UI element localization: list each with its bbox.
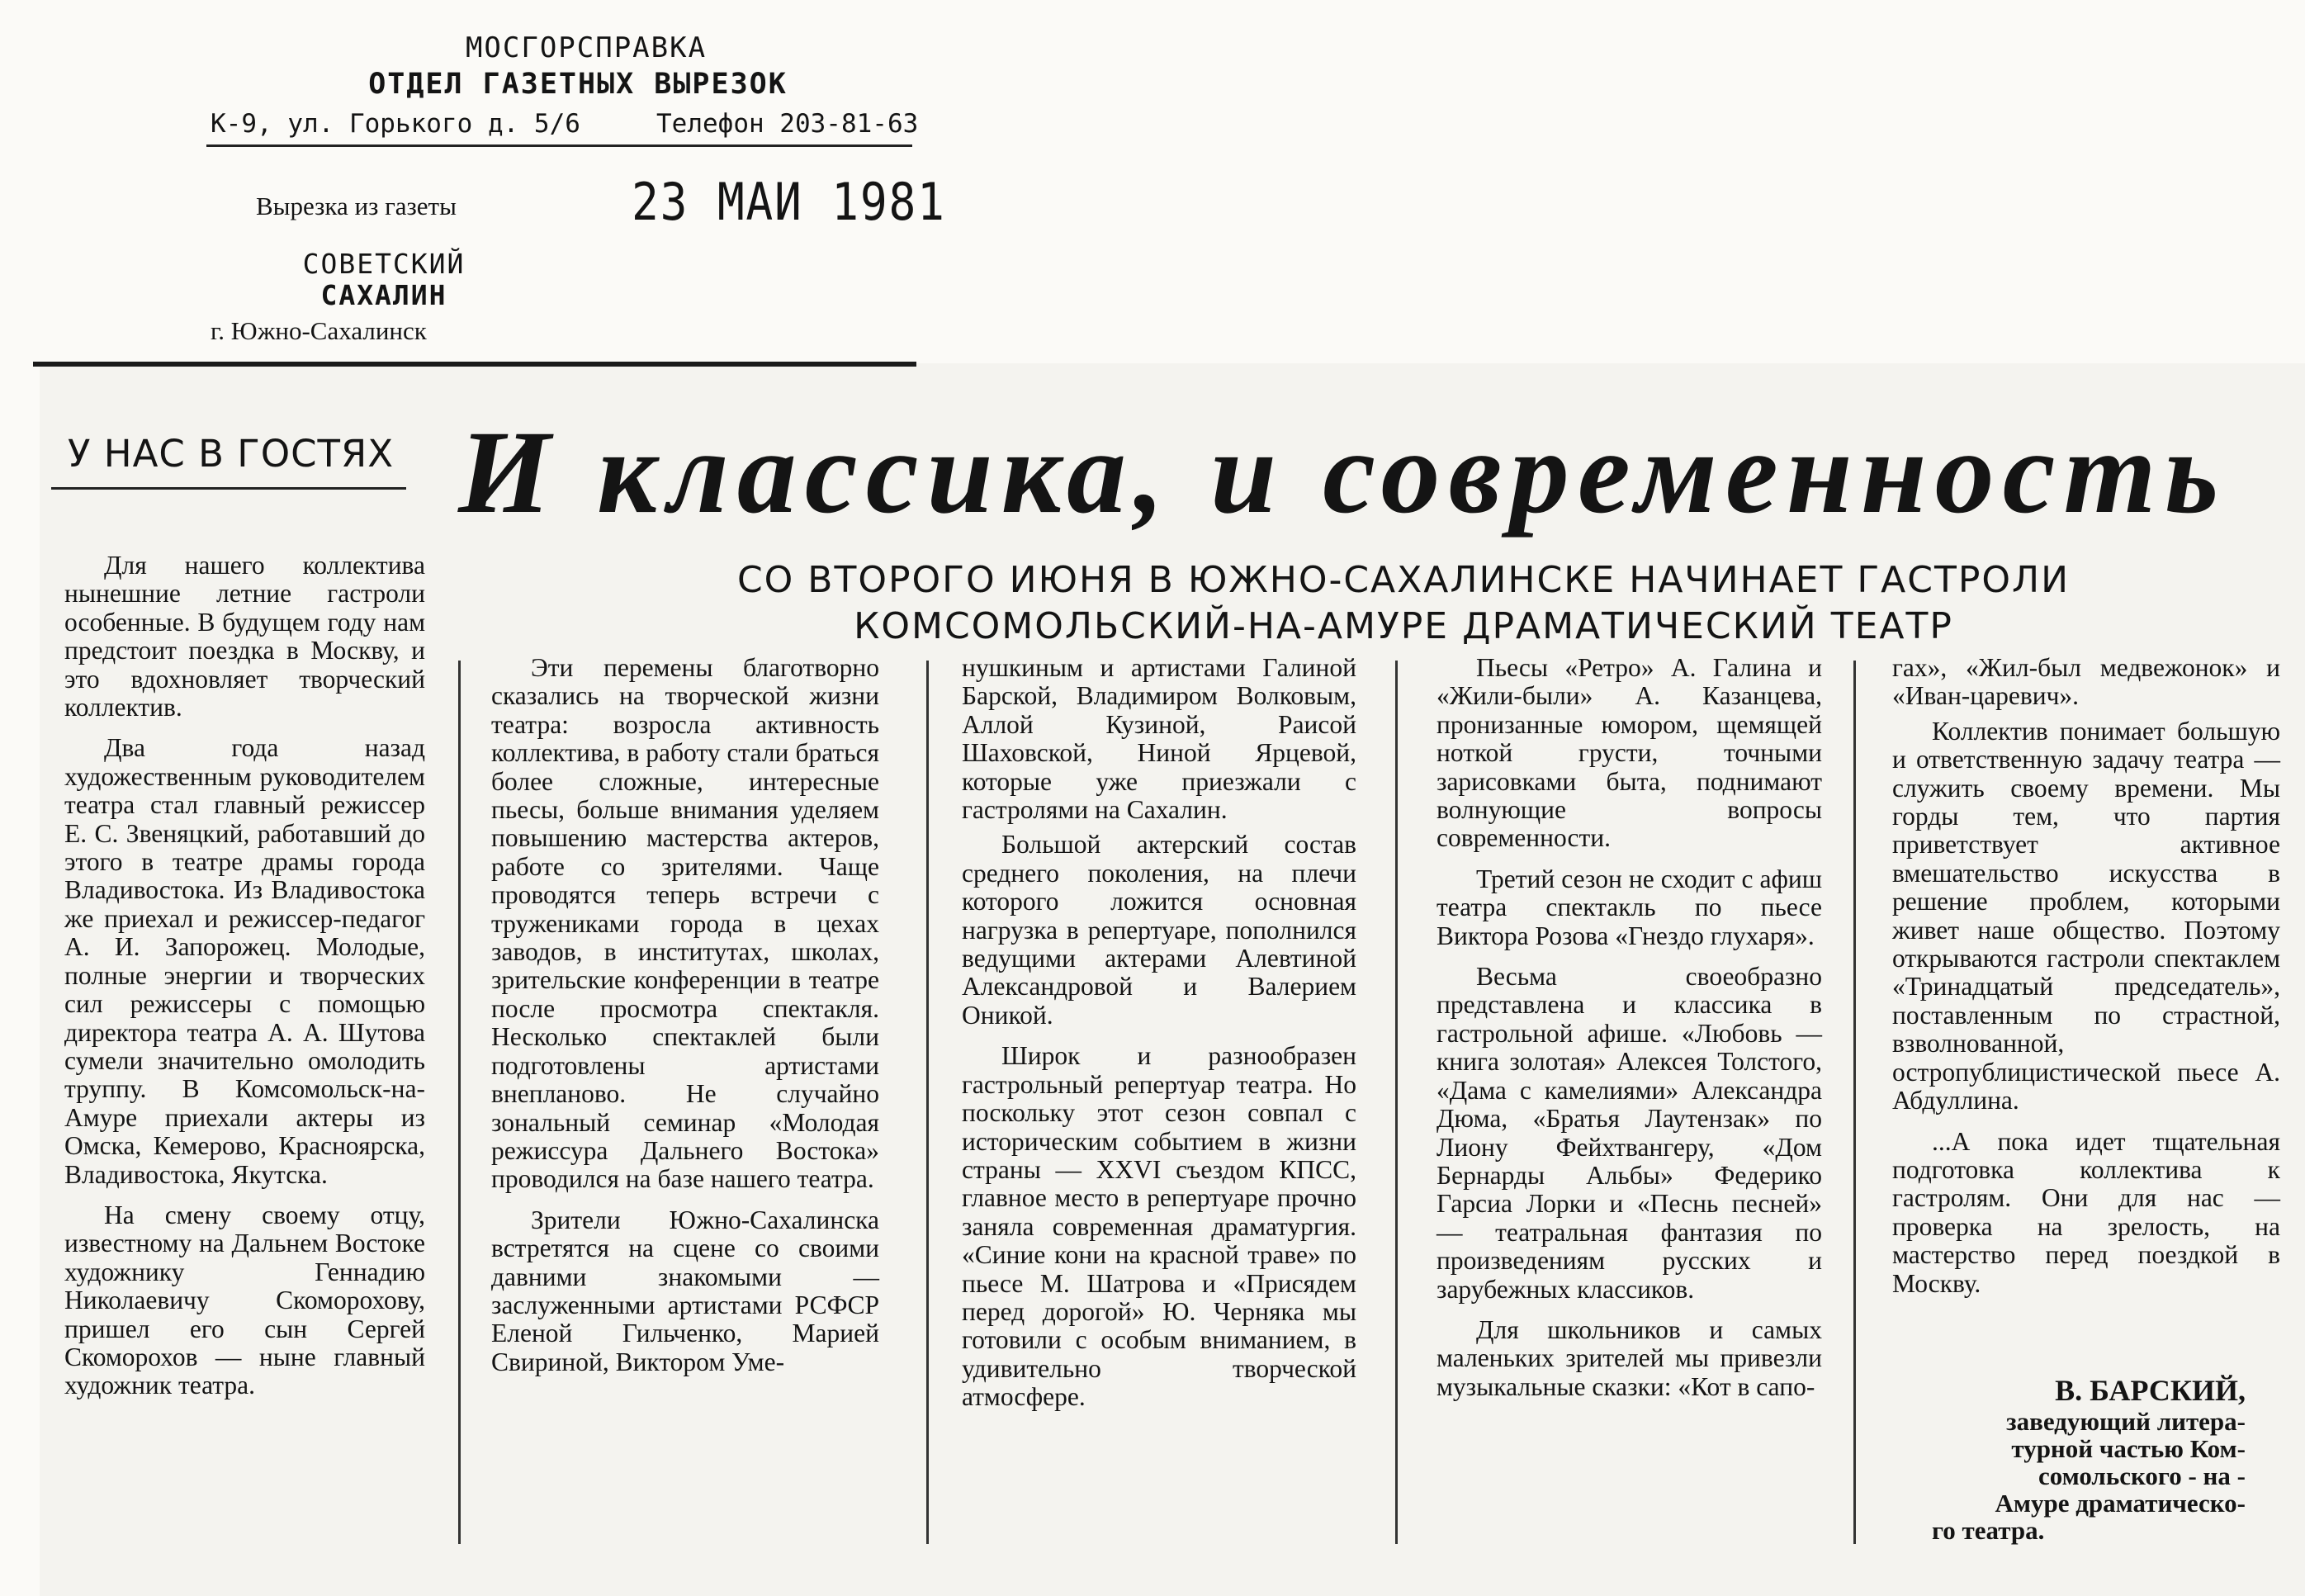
col4-paragraph: Пьесы «Ретро» А. Галина и «Жили-были» А. Казанцева, пронизанные юмором, щемящей ноткой грусти, точными зарисовками быта, поднимают волнующие вопросы современности.: [1436, 653, 1822, 853]
subheading-line-2: КОМСОМОЛЬСКИЙ-НА-АМУРЕ ДРАМАТИЧЕСКИЙ ТЕАТР: [854, 605, 1953, 647]
col2-paragraph: Эти перемены благотворно сказались на творческой жизни театра: возросла активность коллектива, в работу стали браться более сложные, интересные пьесы, больше внимания уделяем повышению мастерства актеров, работе со зрителями. Чаще проводятся теперь встречи с тружениками города в цехах заводов, в институтах, школах, зрительские конференции в театре после просмотра спектакля. Несколько спектаклей были подготовлены артистами внепланово. Не случайно зональный семинар «Молодая режиссура Дальнего Востока» проводился на базе нашего театра.: [491, 653, 879, 1194]
bureau-phone: Телефон 203-81-63: [656, 109, 919, 139]
col5-paragraph: гах», «Жил-был медвежонок» и «Иван-царевич».: [1892, 653, 2280, 711]
column-rule-1: [458, 661, 461, 1544]
column-rule-3: [1395, 661, 1398, 1544]
rubric-underline: [51, 487, 406, 490]
newspaper-name-line1: СОВЕТСКИЙ: [302, 248, 466, 280]
bureau-name: МОСГОРСПРАВКА: [465, 31, 708, 64]
col4-paragraph: Весьма своеобразно представлена и классика в гастрольной афише. «Любовь — книга золотая» Алексея Толстого, «Дама с камелиями» Александра Дюма, «Братья Лаутензак» по Лиону Фейхтвангеру, «Дом Бернарды Альбы» Федерико Гарсиа Лорки и «Песнь песней» — театральная фантазия по произведениям русских и зарубежных классиков.: [1436, 962, 1822, 1304]
col1-paragraph: На смену своему отцу, известному на Дальнем Востоке художнику Геннадию Николаевичу Скоморохову, пришел его сын Сергей Скоморохов — ныне главный художник театра.: [64, 1200, 425, 1400]
date-stamp: 23 МАИ 1981: [632, 172, 946, 232]
author-signature: [1915, 1374, 2246, 1545]
author-title-line: сомольского - на -: [2038, 1461, 2246, 1490]
col1-paragraph: Два года назад художественным руководителем театра стал главный режиссер Е. С. Звеняцкий, работавший до этого в театре драмы города Владивостока. Из Владивостока же приехал и режиссер-педагог А. И. Запорожец. Молодые, полные энергии и творческих сил режиссеры с помощью директора театра А. А. Шутова сумели значительно омолодить труппу. В Комсомольск-на-Амуре приехали актеры из Омска, Кемерово, Красноярска, Владивостока, Якутска.: [64, 733, 425, 1189]
author-title-line: го театра.: [1932, 1516, 2045, 1545]
header-underline: [206, 144, 912, 147]
col3-paragraph: Большой актерский состав среднего поколения, на плечи которого ложится основная нагрузка в репертуаре, пополнился ведущими актерами Алевтиной Александровой и Валерием Оникой.: [962, 830, 1356, 1030]
bureau-address: К-9, ул. Горького д. 5/6: [211, 109, 580, 139]
col5-paragraph: ...А пока идет тщательная подготовка коллектива к гастролям. Они для нас — проверка на зрелость, на мастерство перед поездкой в Москву.: [1892, 1126, 2280, 1298]
col2-paragraph: Зрители Южно-Сахалинска встретятся на сцене со своими давними знакомыми — заслуженными артистами РСФСР Еленой Гильченко, Марией Свириной, Виктором Уме-: [491, 1205, 879, 1376]
article-headline: И классика, и современность: [458, 407, 2227, 538]
col3-paragraph: нушкиным и артистами Галиной Барской, Владимиром Волковым, Аллой Кузиной, Раисой Шаховской, Ниной Ярцевой, которые уже приезжали с гастролями на Сахалин.: [962, 653, 1356, 825]
author-title-line: заведующий литера-: [2006, 1407, 2246, 1436]
author-title-line: Амуре драматическо-: [1995, 1489, 2246, 1518]
col1-paragraph: Для нашего коллектива нынешние летние гастроли особенные. В будущем году нам предстоит поездка в Москву, и это вдохновляет творческий коллектив.: [64, 551, 425, 722]
newspaper-city: г. Южно-Сахалинск: [211, 316, 427, 345]
author-name: В. БАРСКИЙ,: [2055, 1374, 2246, 1407]
clipping-top-border: [33, 362, 916, 367]
article-subheading: [660, 557, 2146, 650]
col5-paragraph: Коллектив понимает большую и ответственную задачу театра — служить своему времени. Мы горды тем, что партия приветствует активное вмешательство искусства в решение проблем, которыми живет наше общество. Поэтому открываются гастроли спектаклем «Тринадцатый председатель», поставленным по страстной, взволнованной, остропублицистической пьесе А. Абдуллина.: [1892, 716, 2280, 1115]
column-rule-2: [926, 661, 929, 1544]
article-column-3: [962, 654, 1356, 1412]
subheading-line-1: СО ВТОРОГО ИЮНЯ В ЮЖНО-САХАЛИНСКЕ НАЧИНАЕТ ГАСТРОЛИ: [736, 559, 2071, 601]
column-rule-4: [1853, 661, 1856, 1544]
col4-paragraph: Для школьников и самых маленьких зрителей мы привезли музыкальные сказки: «Кот в сапо-: [1436, 1314, 1822, 1401]
article-column-4: [1436, 654, 1822, 1401]
department-name: ОТДЕЛ ГАЗЕТНЫХ ВЫРЕЗОК: [368, 68, 788, 101]
col3-paragraph: Широк и разнообразен гастрольный репертуар театра. Но поскольку этот сезон совпал с историческим событием в жизни страны — XXVI съездом КПСС, главное место в репертуаре прочно заняла современная драматургия. «Синие кони на красной траве» по пьесе М. Шатрова и «Присядем перед дорогой» Ю. Черняка мы готовили с особым вниманием, в удивительно творческой атмосфере.: [962, 1041, 1356, 1412]
newspaper-name-line2: САХАЛИН: [320, 279, 447, 311]
clip-from-label: Вырезка из газеты: [256, 192, 457, 220]
author-title-line: турной частью Ком-: [2011, 1434, 2246, 1463]
article-column-5: [1892, 654, 2280, 1298]
article-column-1: [64, 552, 425, 1400]
rubric-label: У НАС В ГОСТЯХ: [68, 432, 395, 476]
col4-paragraph: Третий сезон не сходит с афиш театра спектакль по пьесе Виктора Розова «Гнездо глухаря».: [1436, 864, 1822, 950]
article-column-2: [491, 654, 879, 1376]
